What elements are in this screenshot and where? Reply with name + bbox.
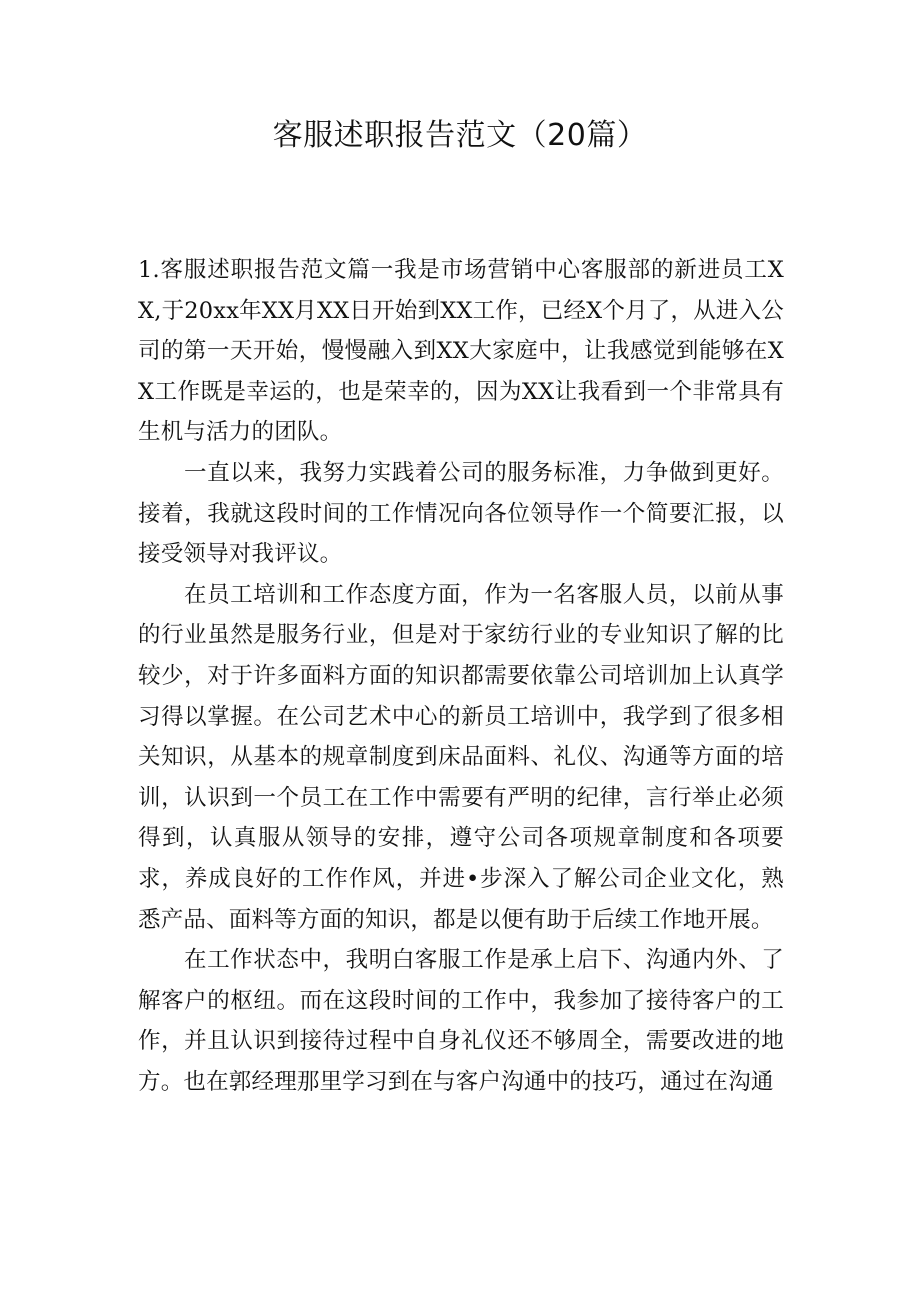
paragraph-2: 一直以来，我努力实践着公司的服务标准，力争做到更好。接着，我就这段时间的工作情况向各位领导作一个简要汇报，以接受领导对我评议。 [138,459,784,568]
paragraph-1: 1.客服述职报告范文篇一我是市场营销中心客服部的新进员工XX,于20xx年XX月XX日开始到XX工作，已经X个月了，从进入公司的第一天开始，慢慢融入到XX大家庭中，让我感觉到能够在XX工作既是幸运的，也是荣幸的，因为XX让我看到一个非常具有生机与活力的团队。 [138,257,784,446]
paragraph-4: 在工作状态中，我明白客服工作是承上启下、沟通内外、了解客户的枢纽。而在这段时间的工作中，我参加了接待客户的工作，并且认识到接待过程中自身礼仪还不够周全，需要改进的地方。也在郭经理那里学习到在与客户沟通中的技巧，通过在沟通 [138,947,784,1095]
document-body [138,250,784,1102]
document-title: 客服述职报告范文（20篇） [272,118,648,153]
paragraph-3: 在员工培训和工作态度方面，作为一名客服人员，以前从事的行业虽然是服务行业，但是对于家纺行业的专业知识了解的比较少，对于许多面料方面的知识都需要依靠公司培训加上认真学习得以掌握。在公司艺术中心的新员工培训中，我学到了很多相关知识，从基本的规章制度到床品面料、礼仪、沟通等方面的培训，认识到一个员工在工作中需要有严明的纪律，言行举止必须得到，认真服从领导的安排，遵守公司各项规章制度和各项要求，养成良好的工作作风，并进•步深入了解公司企业文化，熟悉产品、面料等方面的知识，都是以便有助于后续工作地开展。 [138,581,784,933]
